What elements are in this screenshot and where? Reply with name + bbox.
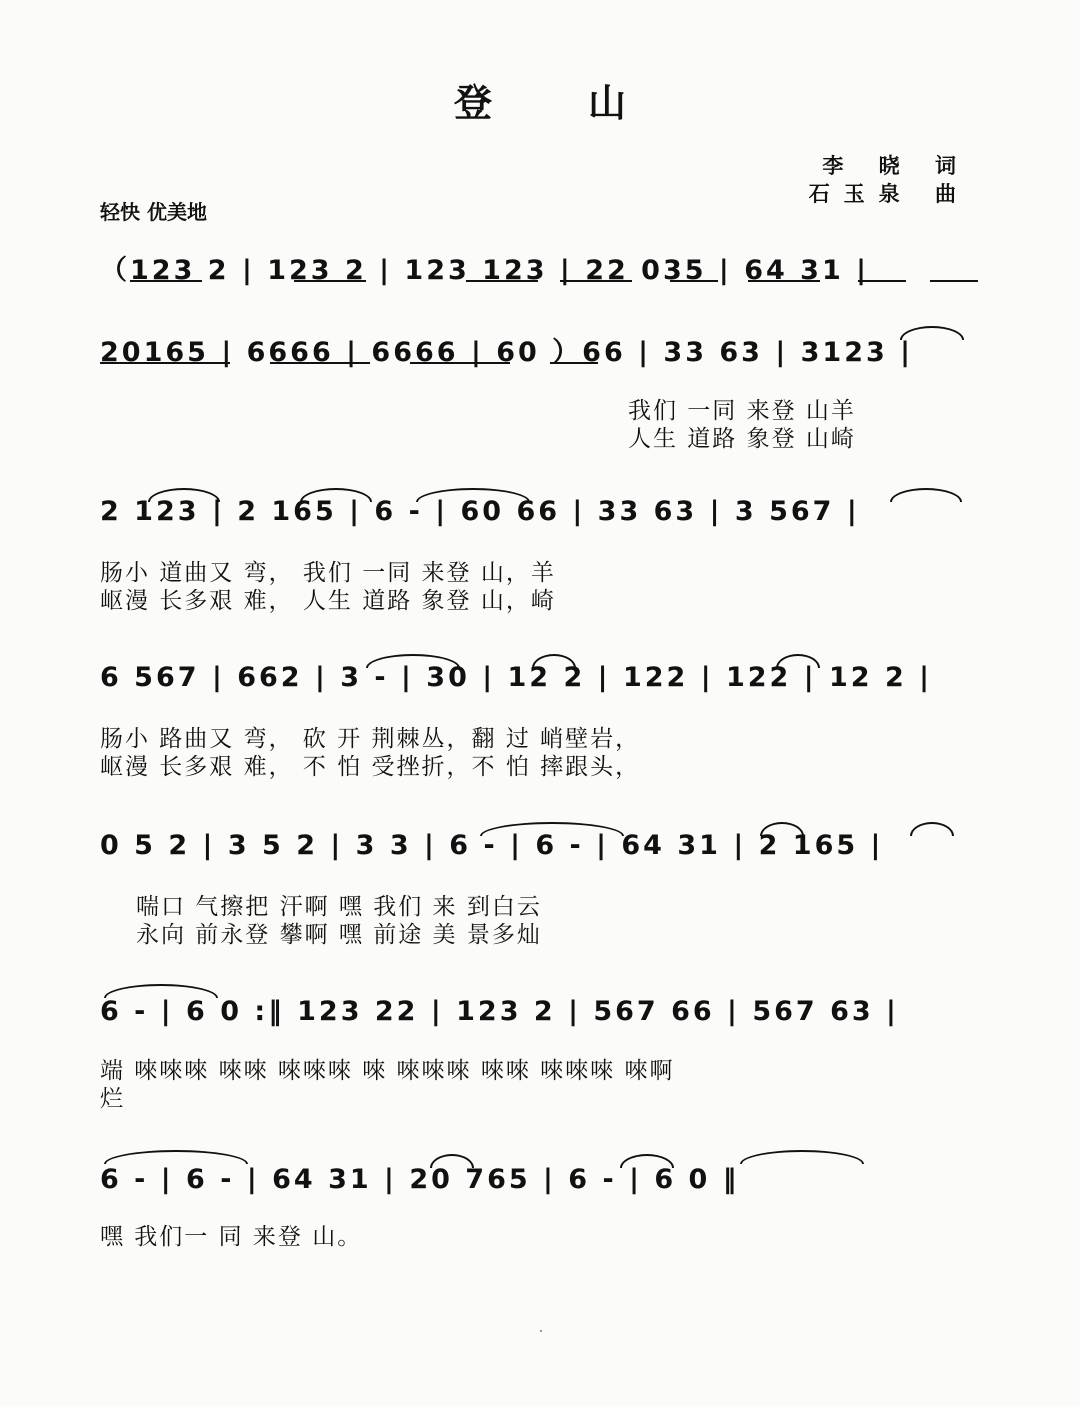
- beam-line: [466, 280, 538, 282]
- slur-mark: [480, 822, 624, 836]
- lyric-verse-2: 岖漫 长多艰 难， 人生 道路 象登 山，崎: [100, 588, 556, 614]
- slur-mark: [760, 822, 804, 836]
- slur-mark: [416, 488, 530, 502]
- slur-mark: [104, 984, 218, 998]
- slur-mark: [430, 1154, 474, 1168]
- beam-line: [560, 280, 632, 282]
- lyric-verse-2: 岖漫 长多艰 难， 不 怕 受挫折，不 怕 摔跟头，: [100, 754, 641, 780]
- slur-mark: [620, 1154, 674, 1168]
- page-title: 登山: [453, 80, 722, 125]
- lyric-verse-2: 人生 道路 象登 山崎: [628, 426, 856, 452]
- lyric-verse-1: 端 唻唻唻 唻唻 唻唻唻 唻 唻唻唻 唻唻 唻唻唻 唻啊: [100, 1058, 675, 1084]
- composer-credit: 石玉泉 曲: [808, 181, 970, 206]
- tempo-marking: 轻快 优美地: [100, 200, 207, 224]
- slur-mark: [740, 1150, 864, 1164]
- beam-line: [748, 280, 820, 282]
- notation-line: 6 - | 6 0 :‖ 123 22 | 123 2 | 567 66 | 567 63 |: [100, 996, 899, 1027]
- slur-mark: [532, 654, 576, 668]
- notation-line: （123 2 | 123 2 | 123 123 | 22 035 | 64 31 |: [100, 255, 869, 286]
- notation-line: 6 - | 6 - | 64 31 | 20 765 | 6 - | 6 0 ‖: [100, 1164, 740, 1195]
- slur-mark: [148, 488, 220, 502]
- slur-mark: [300, 488, 372, 502]
- notation-line: 2 123 | 2 165 | 6 - | 60 66 | 33 63 | 3 567 |: [100, 496, 860, 527]
- slur-mark: [890, 488, 962, 502]
- lyric-verse-2: 永向 前永登 攀啊 嘿 前途 美 景多灿: [136, 922, 542, 948]
- beam-line: [858, 280, 906, 282]
- lyric-verse-1: 嘿 我们一 同 来登 山。: [100, 1224, 363, 1250]
- lyric-verse-1: 喘口 气擦把 汗啊 嘿 我们 来 到白云: [136, 894, 542, 920]
- scan-speck: [540, 1330, 542, 1332]
- lyric-verse-1: 肠小 道曲又 弯， 我们 一同 来登 山，羊: [100, 560, 556, 586]
- slur-mark: [366, 654, 460, 668]
- notation-line: 20165 | 6666 | 6666 | 60 ）66 | 33 63 | 3123 |: [100, 337, 914, 368]
- beam-line: [294, 280, 366, 282]
- notation-line: 6 567 | 662 | 3 - | 30 | 12 2 | 122 | 122 | 12 2 |: [100, 662, 933, 693]
- beam-line: [670, 280, 718, 282]
- beam-line: [410, 362, 510, 364]
- lyric-verse-2: 烂: [100, 1086, 125, 1112]
- beam-line: [930, 280, 978, 282]
- lyric-verse-1: 我们 一同 来登 山羊: [628, 398, 856, 424]
- slur-mark: [104, 1150, 248, 1164]
- beam-line: [100, 362, 230, 364]
- beam-line: [270, 362, 370, 364]
- slur-mark: [776, 654, 820, 668]
- slur-mark: [900, 326, 964, 340]
- beam-line: [550, 362, 598, 364]
- lyric-verse-1: 肠小 路曲又 弯， 砍 开 荆棘丛，翻 过 峭壁岩，: [100, 726, 641, 752]
- notation-line: 0 5 2 | 3 5 2 | 3 3 | 6 - | 6 - | 64 31 | 2 165 |: [100, 830, 884, 861]
- slur-mark: [910, 822, 954, 836]
- beam-line: [130, 280, 202, 282]
- lyricist-credit: 李 晓 词: [822, 153, 970, 178]
